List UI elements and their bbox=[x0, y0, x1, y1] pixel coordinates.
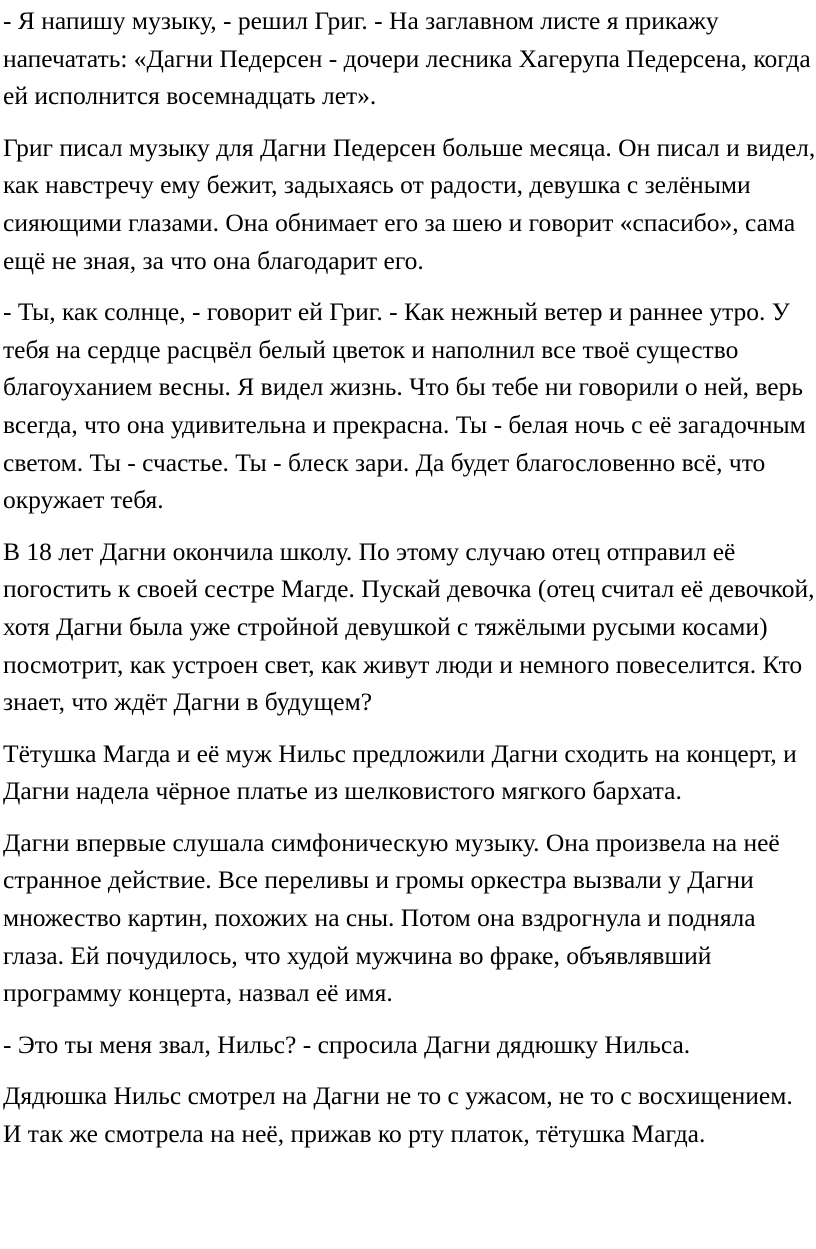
paragraph-4: В 18 лет Дагни окончила школу. По этому случаю отец отправил её погостить к своей сестре Магде. Пускай девочка (отец считал её девочкой, хотя Дагни была уже стройной девушкой с тяжёлыми русыми косами) посмотрит, как устроен свет, как живут люди и немного повеселится. Кто знает, что ждёт Дагни в будущем? bbox=[3, 536, 815, 717]
paragraph-2: Григ писал музыку для Дагни Педерсен больше месяца. Он писал и видел, как навстречу ему бежит, задыхаясь от радости, девушка с зелёными сияющими глазами. Она обнимает его за шею и говорит «спасибо», сама ещё не зная, за что она благодарит его. bbox=[3, 132, 816, 275]
paragraph-8: Дядюшка Нильс смотрел на Дагни не то с ужасом, не то с восхищением. И так же смотрела на неё, прижав ко рту платок, тётушка Магда. bbox=[3, 1081, 793, 1149]
paragraph-3: - Ты, как солнце, - говорит ей Григ. - Как нежный ветер и раннее утро. У тебя на сердце расцвёл белый цветок и наполнил все твоё существо благоуханием весны. Я видел жизнь. Что бы тебе ни говорили о ней, верь всегда, что она удивительна и прекрасна. Ты - белая ночь с её загадочным светом. Ты - счастье. Ты - блеск зари. Да будет благословенно всё, что окружает тебя. bbox=[3, 297, 806, 515]
paragraph-7: - Это ты меня звал, Нильс? - спросила Дагни дядюшку Нильса. bbox=[3, 1029, 691, 1059]
paragraph-6: Дагни впервые слушала симфоническую музыку. Она произвела на неё странное действие. Все переливы и громы оркестра вызвали у Дагни множество картин, похожих на сны. Потом она вздрогнула и подняла глаза. Ей почудилось, что худой мужчина во фраке, объявлявший программу концерта, назвал её имя. bbox=[3, 827, 780, 1008]
paragraph-1: - Я напишу музыку, - решил Григ. - На заглавном листе я прикажу напечатать: «Дагни Педерсен - дочери лесника Хагерупа Педерсена, когда ей исполнится восемнадцать лет». bbox=[3, 6, 811, 111]
paragraph-5: Тётушка Магда и её муж Нильс предложили Дагни сходить на концерт, и Дагни надела чёрное платье из шелковистого мягкого бархата. bbox=[3, 738, 797, 806]
